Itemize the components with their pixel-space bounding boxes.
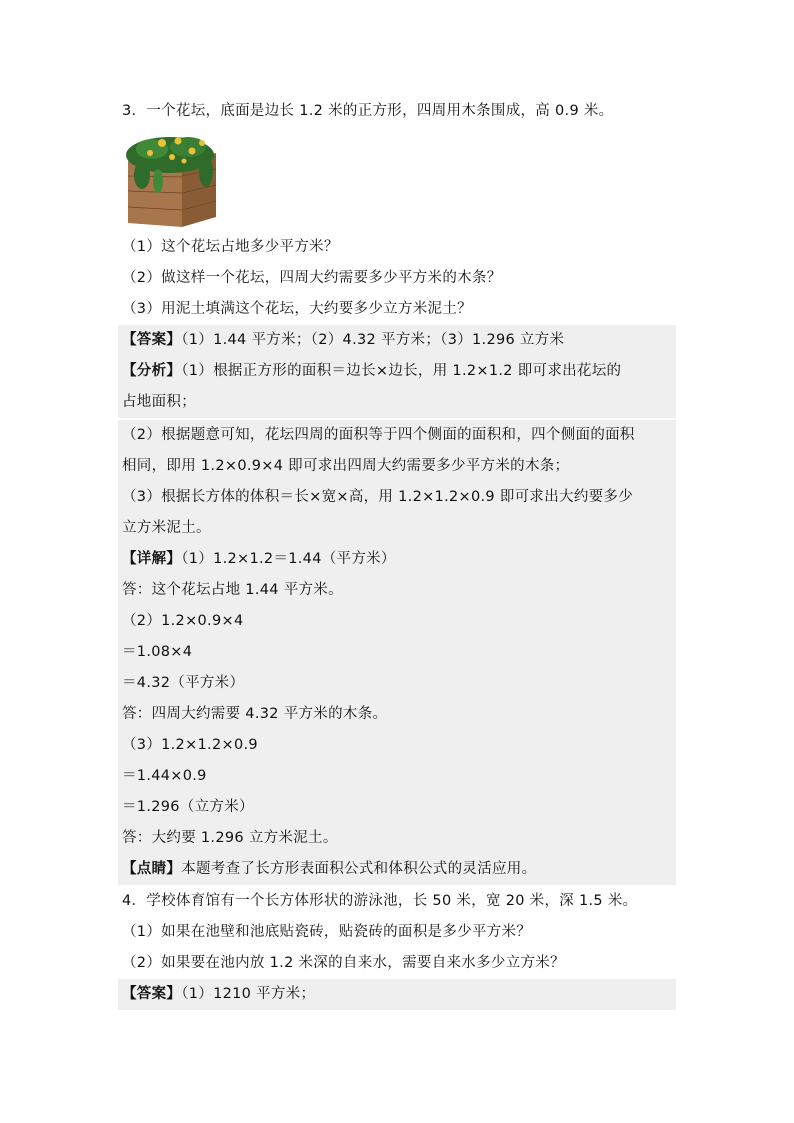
q3-analysis-line-3: （2）根据题意可知，花坛四周的面积等于四个侧面的面积和，四个侧面的面积 — [118, 420, 676, 451]
question-4-title: 4．学校体育馆有一个长方体形状的游泳池，长 50 米，宽 20 米，深 1.5 米。 — [122, 893, 638, 909]
answer-text: （1）1210 平方米； — [181, 986, 316, 1002]
answer-tag: 【答案】 — [122, 332, 182, 348]
question-3-title: 3．一个花坛，底面是边长 1.2 米的正方形，四周用木条围成，高 0.9 米。 — [122, 103, 614, 119]
q3-analysis-line-1 — [118, 356, 676, 387]
q3-detail-line-4: ＝1.08×4 — [118, 637, 676, 668]
question-3-sub-3: （3）用泥土填满这个花坛，大约要多少立方米泥土？ — [122, 301, 472, 317]
q3-analysis-line-4: 相同，即用 1.2×0.9×4 即可求出四周大约需要多少平方米的木条； — [118, 451, 676, 482]
q3-analysis-line-5: （3）根据长方体的体积＝长×宽×高，用 1.2×1.2×0.9 即可求出大约要多少 — [118, 482, 676, 513]
comment-tag: 【点睛】 — [122, 861, 182, 877]
q3-detail-line-9: ＝1.296（立方米） — [118, 792, 676, 823]
q3-answer-line — [118, 325, 676, 356]
analysis-text: （1）根据正方形的面积＝边长×边长，用 1.2×1.2 即可求出花坛的 — [181, 363, 622, 379]
q3-detail-line-8: ＝1.44×0.9 — [118, 761, 676, 792]
flower-planter-image — [122, 131, 220, 231]
q3-comment-line — [118, 854, 676, 885]
q3-analysis-line-6: 立方米泥土。 — [118, 513, 676, 544]
detail-tag: 【详解】 — [122, 551, 182, 567]
q3-detail-line-10: 答：大约要 1.296 立方米泥土。 — [118, 823, 676, 854]
q3-detail-line-1 — [118, 544, 676, 575]
q3-detail-line-3: （2）1.2×0.9×4 — [118, 606, 676, 637]
question-3-sub-1: （1）这个花坛占地多少平方米？ — [122, 239, 339, 255]
q3-detail-line-2: 答：这个花坛占地 1.44 平方米。 — [118, 575, 676, 606]
q3-detail-line-6: 答：四周大约需要 4.32 平方米的木条。 — [118, 699, 676, 730]
comment-text: 本题考查了长方形表面积公式和体积公式的灵活应用。 — [181, 861, 537, 877]
answer-text: （1）1.44 平方米；（2）4.32 平方米；（3）1.296 立方米 — [181, 332, 565, 348]
detail-text: （1）1.2×1.2＝1.44（平方米） — [181, 551, 396, 567]
q3-detail-line-7: （3）1.2×1.2×0.9 — [118, 730, 676, 761]
q3-analysis-line-2: 占地面积； — [118, 387, 676, 418]
question-4-sub-1: （1）如果在池壁和池底贴瓷砖，贴瓷砖的面积是多少平方米？ — [122, 924, 532, 940]
q3-detail-line-5: ＝4.32（平方米） — [118, 668, 676, 699]
q4-answer-line — [118, 979, 676, 1010]
question-4-sub-2: （2）如果要在池内放 1.2 米深的自来水，需要自来水多少立方米？ — [122, 955, 565, 971]
answer-tag: 【答案】 — [122, 986, 182, 1002]
question-3-sub-2: （2）做这样一个花坛，四周大约需要多少平方米的木条？ — [122, 270, 502, 286]
analysis-tag: 【分析】 — [122, 363, 182, 379]
